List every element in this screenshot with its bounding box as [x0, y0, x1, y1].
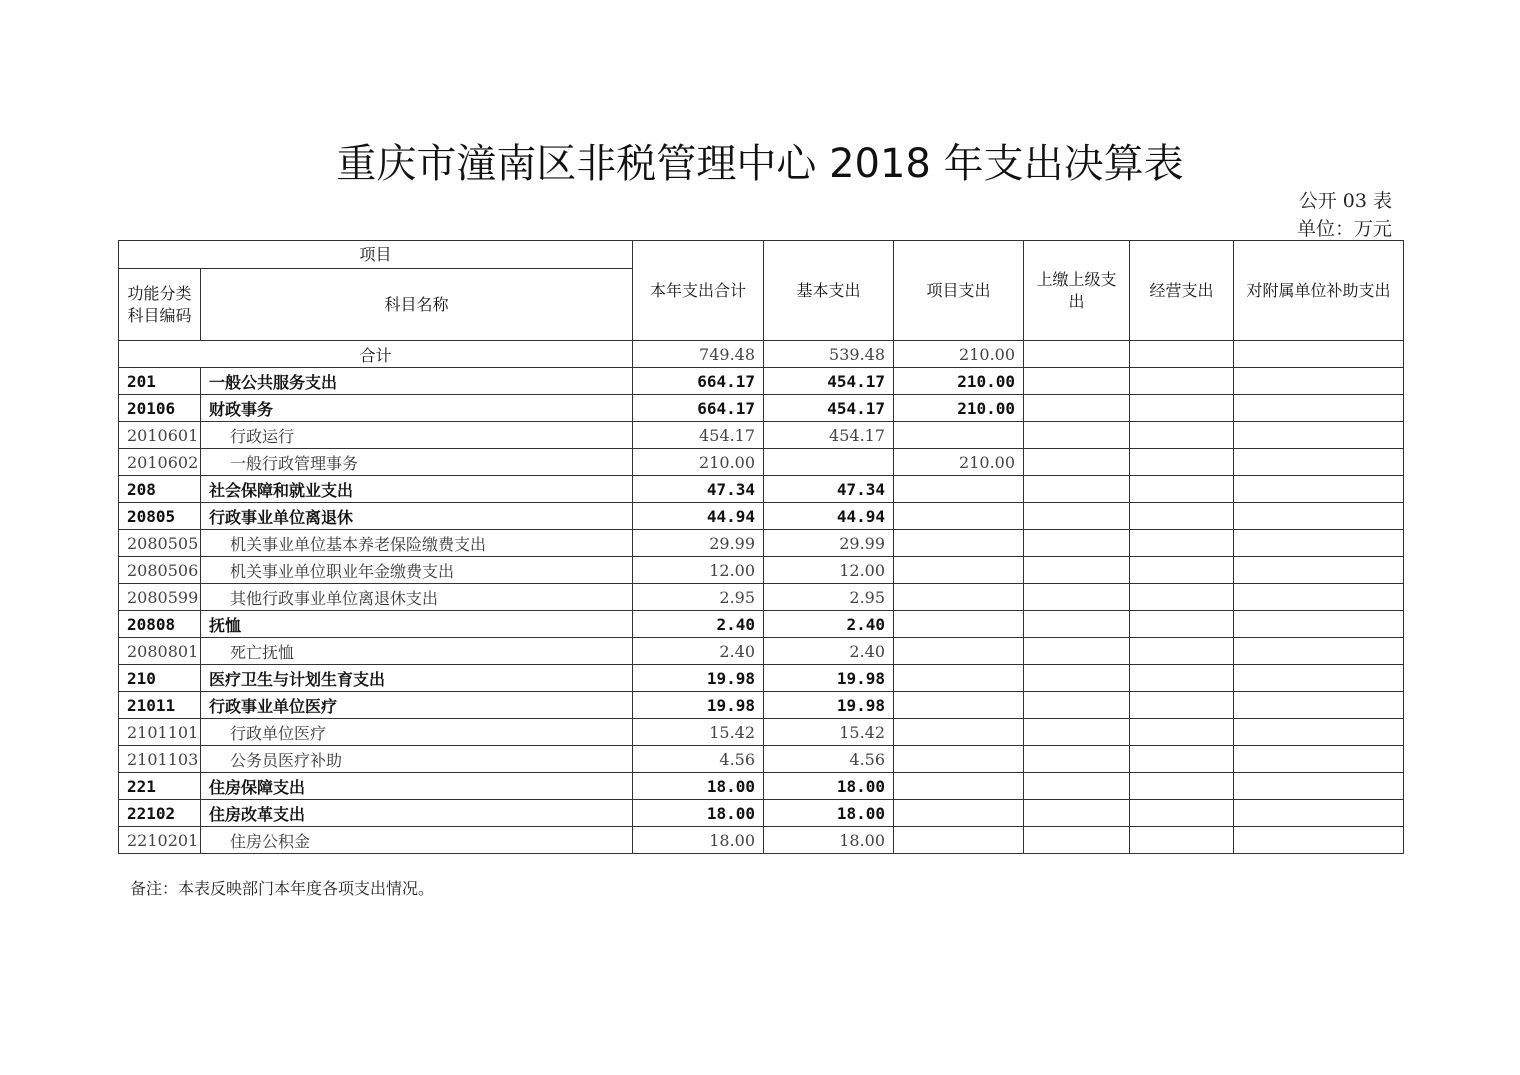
- row-subsidy: [1234, 746, 1404, 773]
- row-basic: 454.17: [764, 395, 894, 422]
- row-project: [894, 719, 1024, 746]
- row-basic: 2.40: [764, 611, 894, 638]
- table-row: [119, 746, 1404, 773]
- row-total: 664.17: [633, 368, 764, 395]
- row-upper: [1024, 719, 1130, 746]
- row-upper: [1024, 584, 1130, 611]
- row-basic: 29.99: [764, 530, 894, 557]
- table-row: [119, 611, 1404, 638]
- header-basic-expenditure: 基本支出: [764, 241, 894, 341]
- row-upper: [1024, 773, 1130, 800]
- row-subsidy: [1234, 395, 1404, 422]
- row-upper: [1024, 368, 1130, 395]
- row-upper: [1024, 638, 1130, 665]
- total-subsidy: [1234, 341, 1404, 368]
- row-project: [894, 422, 1024, 449]
- row-total: 44.94: [633, 503, 764, 530]
- row-code: 2101101: [119, 719, 201, 746]
- row-name: 行政事业单位离退休: [201, 503, 633, 530]
- row-basic: 454.17: [764, 368, 894, 395]
- row-project: [894, 773, 1024, 800]
- row-code: 2010602: [119, 449, 201, 476]
- row-subsidy: [1234, 692, 1404, 719]
- row-name: 公务员医疗补助: [201, 746, 633, 773]
- row-operating: [1130, 368, 1234, 395]
- row-total: 18.00: [633, 827, 764, 854]
- row-upper: [1024, 800, 1130, 827]
- row-project: [894, 800, 1024, 827]
- row-project: [894, 611, 1024, 638]
- row-subsidy: [1234, 665, 1404, 692]
- row-upper: [1024, 530, 1130, 557]
- row-basic: 19.98: [764, 692, 894, 719]
- row-upper: [1024, 746, 1130, 773]
- row-code: 201: [119, 368, 201, 395]
- row-total: 2.40: [633, 611, 764, 638]
- row-basic: 18.00: [764, 827, 894, 854]
- row-total: 29.99: [633, 530, 764, 557]
- row-upper: [1024, 557, 1130, 584]
- row-project: 210.00: [894, 368, 1024, 395]
- row-name: 社会保障和就业支出: [201, 476, 633, 503]
- table-row: [119, 557, 1404, 584]
- row-total: 12.00: [633, 557, 764, 584]
- row-operating: [1130, 503, 1234, 530]
- row-basic: 15.42: [764, 719, 894, 746]
- table-row: [119, 638, 1404, 665]
- row-code: 208: [119, 476, 201, 503]
- row-total: 454.17: [633, 422, 764, 449]
- row-code: 2080801: [119, 638, 201, 665]
- row-code: 20808: [119, 611, 201, 638]
- row-basic: 454.17: [764, 422, 894, 449]
- row-code: 2080505: [119, 530, 201, 557]
- row-subsidy: [1234, 476, 1404, 503]
- table-row: [119, 476, 1404, 503]
- total-label: 合计: [119, 341, 633, 368]
- row-name: 抚恤: [201, 611, 633, 638]
- row-total: 4.56: [633, 746, 764, 773]
- row-operating: [1130, 800, 1234, 827]
- row-total: 47.34: [633, 476, 764, 503]
- row-operating: [1130, 611, 1234, 638]
- expenditure-table: [118, 240, 1404, 854]
- header-operating-expenditure: 经营支出: [1130, 241, 1234, 341]
- row-total: 2.40: [633, 638, 764, 665]
- row-name: 机关事业单位职业年金缴费支出: [201, 557, 633, 584]
- row-name: 行政单位医疗: [201, 719, 633, 746]
- row-name: 机关事业单位基本养老保险缴费支出: [201, 530, 633, 557]
- row-code: 2010601: [119, 422, 201, 449]
- row-subsidy: [1234, 827, 1404, 854]
- row-project: [894, 503, 1024, 530]
- row-project: [894, 584, 1024, 611]
- row-project: [894, 665, 1024, 692]
- row-total: 2.95: [633, 584, 764, 611]
- table-row: [119, 773, 1404, 800]
- row-operating: [1130, 584, 1234, 611]
- row-subsidy: [1234, 368, 1404, 395]
- row-operating: [1130, 530, 1234, 557]
- row-code: 210: [119, 665, 201, 692]
- header-project: 项目: [119, 241, 633, 269]
- row-basic: 2.95: [764, 584, 894, 611]
- row-code: 20805: [119, 503, 201, 530]
- row-operating: [1130, 665, 1234, 692]
- row-basic: [764, 449, 894, 476]
- footnote: 备注：本表反映部门本年度各项支出情况。: [130, 879, 435, 898]
- row-subsidy: [1234, 638, 1404, 665]
- row-name: 其他行政事业单位离退休支出: [201, 584, 633, 611]
- row-operating: [1130, 557, 1234, 584]
- row-code: 2080599: [119, 584, 201, 611]
- total-basic: 539.48: [764, 341, 894, 368]
- form-number: 公开 03 表: [1298, 190, 1392, 212]
- row-subsidy: [1234, 584, 1404, 611]
- row-name: 一般公共服务支出: [201, 368, 633, 395]
- total-operating: [1130, 341, 1234, 368]
- row-subsidy: [1234, 611, 1404, 638]
- row-code: 2210201: [119, 827, 201, 854]
- row-code: 22102: [119, 800, 201, 827]
- row-total: 664.17: [633, 395, 764, 422]
- row-project: [894, 638, 1024, 665]
- table-row: [119, 449, 1404, 476]
- unit-label: 单位：万元: [1296, 218, 1392, 240]
- row-upper: [1024, 476, 1130, 503]
- row-basic: 44.94: [764, 503, 894, 530]
- total-project: 210.00: [894, 341, 1024, 368]
- total-total: 749.48: [633, 341, 764, 368]
- row-project: [894, 476, 1024, 503]
- row-subsidy: [1234, 422, 1404, 449]
- row-name: 行政运行: [201, 422, 633, 449]
- row-project: [894, 827, 1024, 854]
- row-project: 210.00: [894, 449, 1024, 476]
- row-operating: [1130, 773, 1234, 800]
- row-upper: [1024, 395, 1130, 422]
- header-upper-expenditure: 上缴上级支出: [1024, 241, 1130, 341]
- row-upper: [1024, 692, 1130, 719]
- row-project: [894, 530, 1024, 557]
- row-total: 19.98: [633, 665, 764, 692]
- row-project: 210.00: [894, 395, 1024, 422]
- row-project: [894, 692, 1024, 719]
- row-basic: 47.34: [764, 476, 894, 503]
- row-upper: [1024, 827, 1130, 854]
- row-operating: [1130, 746, 1234, 773]
- row-operating: [1130, 422, 1234, 449]
- header-total-expenditure: 本年支出合计: [633, 241, 764, 341]
- row-code: 20106: [119, 395, 201, 422]
- row-total: 15.42: [633, 719, 764, 746]
- row-subsidy: [1234, 530, 1404, 557]
- table-row: [119, 422, 1404, 449]
- row-name: 财政事务: [201, 395, 633, 422]
- row-subsidy: [1234, 503, 1404, 530]
- row-total: 19.98: [633, 692, 764, 719]
- table-row: [119, 368, 1404, 395]
- table-row: [119, 503, 1404, 530]
- row-name: 死亡抚恤: [201, 638, 633, 665]
- page-title: 重庆市潼南区非税管理中心 2018 年支出决算表: [336, 141, 1184, 187]
- header-code: 功能分类科目编码: [119, 269, 201, 341]
- row-operating: [1130, 476, 1234, 503]
- row-basic: 12.00: [764, 557, 894, 584]
- row-code: 221: [119, 773, 201, 800]
- row-subsidy: [1234, 800, 1404, 827]
- row-upper: [1024, 611, 1130, 638]
- row-name: 医疗卫生与计划生育支出: [201, 665, 633, 692]
- row-name: 住房公积金: [201, 827, 633, 854]
- row-upper: [1024, 503, 1130, 530]
- row-operating: [1130, 395, 1234, 422]
- row-total: 210.00: [633, 449, 764, 476]
- table-row: [119, 584, 1404, 611]
- row-upper: [1024, 665, 1130, 692]
- row-operating: [1130, 638, 1234, 665]
- row-name: 住房改革支出: [201, 800, 633, 827]
- row-basic: 18.00: [764, 773, 894, 800]
- table-row: [119, 665, 1404, 692]
- row-code: 2101103: [119, 746, 201, 773]
- row-basic: 19.98: [764, 665, 894, 692]
- row-name: 住房保障支出: [201, 773, 633, 800]
- row-upper: [1024, 422, 1130, 449]
- row-code: 21011: [119, 692, 201, 719]
- row-subsidy: [1234, 773, 1404, 800]
- table-row: [119, 827, 1404, 854]
- total-row: [119, 341, 1404, 368]
- row-total: 18.00: [633, 800, 764, 827]
- row-subsidy: [1234, 557, 1404, 584]
- row-operating: [1130, 827, 1234, 854]
- header-name: 科目名称: [201, 269, 633, 341]
- row-operating: [1130, 449, 1234, 476]
- row-basic: 4.56: [764, 746, 894, 773]
- row-operating: [1130, 692, 1234, 719]
- row-basic: 18.00: [764, 800, 894, 827]
- header-project-expenditure: 项目支出: [894, 241, 1024, 341]
- row-upper: [1024, 449, 1130, 476]
- table-row: [119, 692, 1404, 719]
- header-subsidy-expenditure: 对附属单位补助支出: [1234, 241, 1404, 341]
- row-subsidy: [1234, 719, 1404, 746]
- table-row: [119, 719, 1404, 746]
- row-subsidy: [1234, 449, 1404, 476]
- total-upper: [1024, 341, 1130, 368]
- row-name: 一般行政管理事务: [201, 449, 633, 476]
- table-row: [119, 800, 1404, 827]
- row-project: [894, 557, 1024, 584]
- row-name: 行政事业单位医疗: [201, 692, 633, 719]
- row-code: 2080506: [119, 557, 201, 584]
- row-project: [894, 746, 1024, 773]
- table-row: [119, 530, 1404, 557]
- row-operating: [1130, 719, 1234, 746]
- table-row: [119, 395, 1404, 422]
- row-total: 18.00: [633, 773, 764, 800]
- row-basic: 2.40: [764, 638, 894, 665]
